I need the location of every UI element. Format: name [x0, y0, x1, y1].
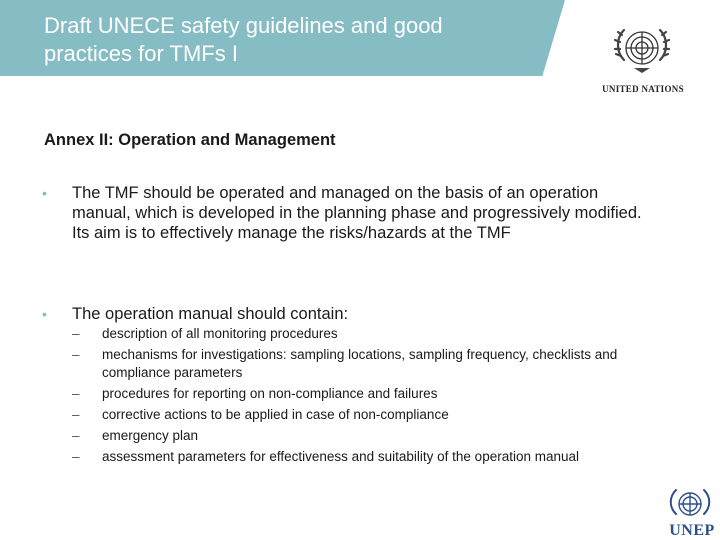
dash-marker: – — [72, 386, 80, 401]
bullet-marker: • — [42, 306, 47, 322]
operation-manual-contents-list — [72, 325, 682, 469]
list-item-text: procedures for reporting on non-compliance and failures — [102, 386, 438, 401]
slide-title-line-2: practices for TMFs I — [44, 41, 238, 66]
bullet-text: The TMF should be operated and managed on the basis of an operation manual, which is developed in the planning phase and progressively modified. Its aim is to effectively manage the risks/hazards at the TMF — [72, 184, 642, 242]
list-item-text: assessment parameters for effectiveness and suitability of the operation manual — [102, 449, 580, 464]
list-item-text: mechanisms for investigations: sampling locations, sampling frequency, checklists and compliance parameters — [102, 347, 618, 380]
list-item-text: corrective actions to be applied in case of non-compliance — [102, 407, 449, 422]
slide-title-line-1: Draft UNECE safety guidelines and good — [44, 13, 443, 38]
dash-marker: – — [72, 449, 80, 464]
un-emblem-icon — [610, 18, 674, 82]
dash-marker: – — [72, 347, 80, 362]
annex-heading: Annex II: Operation and Management — [44, 131, 336, 149]
bullet-item — [42, 304, 652, 324]
list-item-text: emergency plan — [102, 428, 199, 443]
dash-marker: – — [72, 407, 80, 422]
bullet-marker: • — [42, 185, 47, 201]
unep-logo-label: UNEP — [669, 522, 715, 539]
bullet-item — [42, 183, 652, 243]
list-item — [72, 346, 682, 382]
dash-marker: – — [72, 428, 80, 443]
list-item — [72, 427, 682, 445]
list-item — [72, 406, 682, 424]
list-item — [72, 385, 682, 403]
un-logo-label: UNITED NATIONS — [602, 84, 684, 94]
list-item — [72, 448, 682, 466]
bullet-text: The operation manual should contain: — [72, 305, 349, 323]
slide-title — [44, 12, 544, 68]
dash-marker: – — [72, 326, 80, 341]
list-item-text: description of all monitoring procedures — [102, 326, 338, 341]
list-item — [72, 325, 682, 343]
